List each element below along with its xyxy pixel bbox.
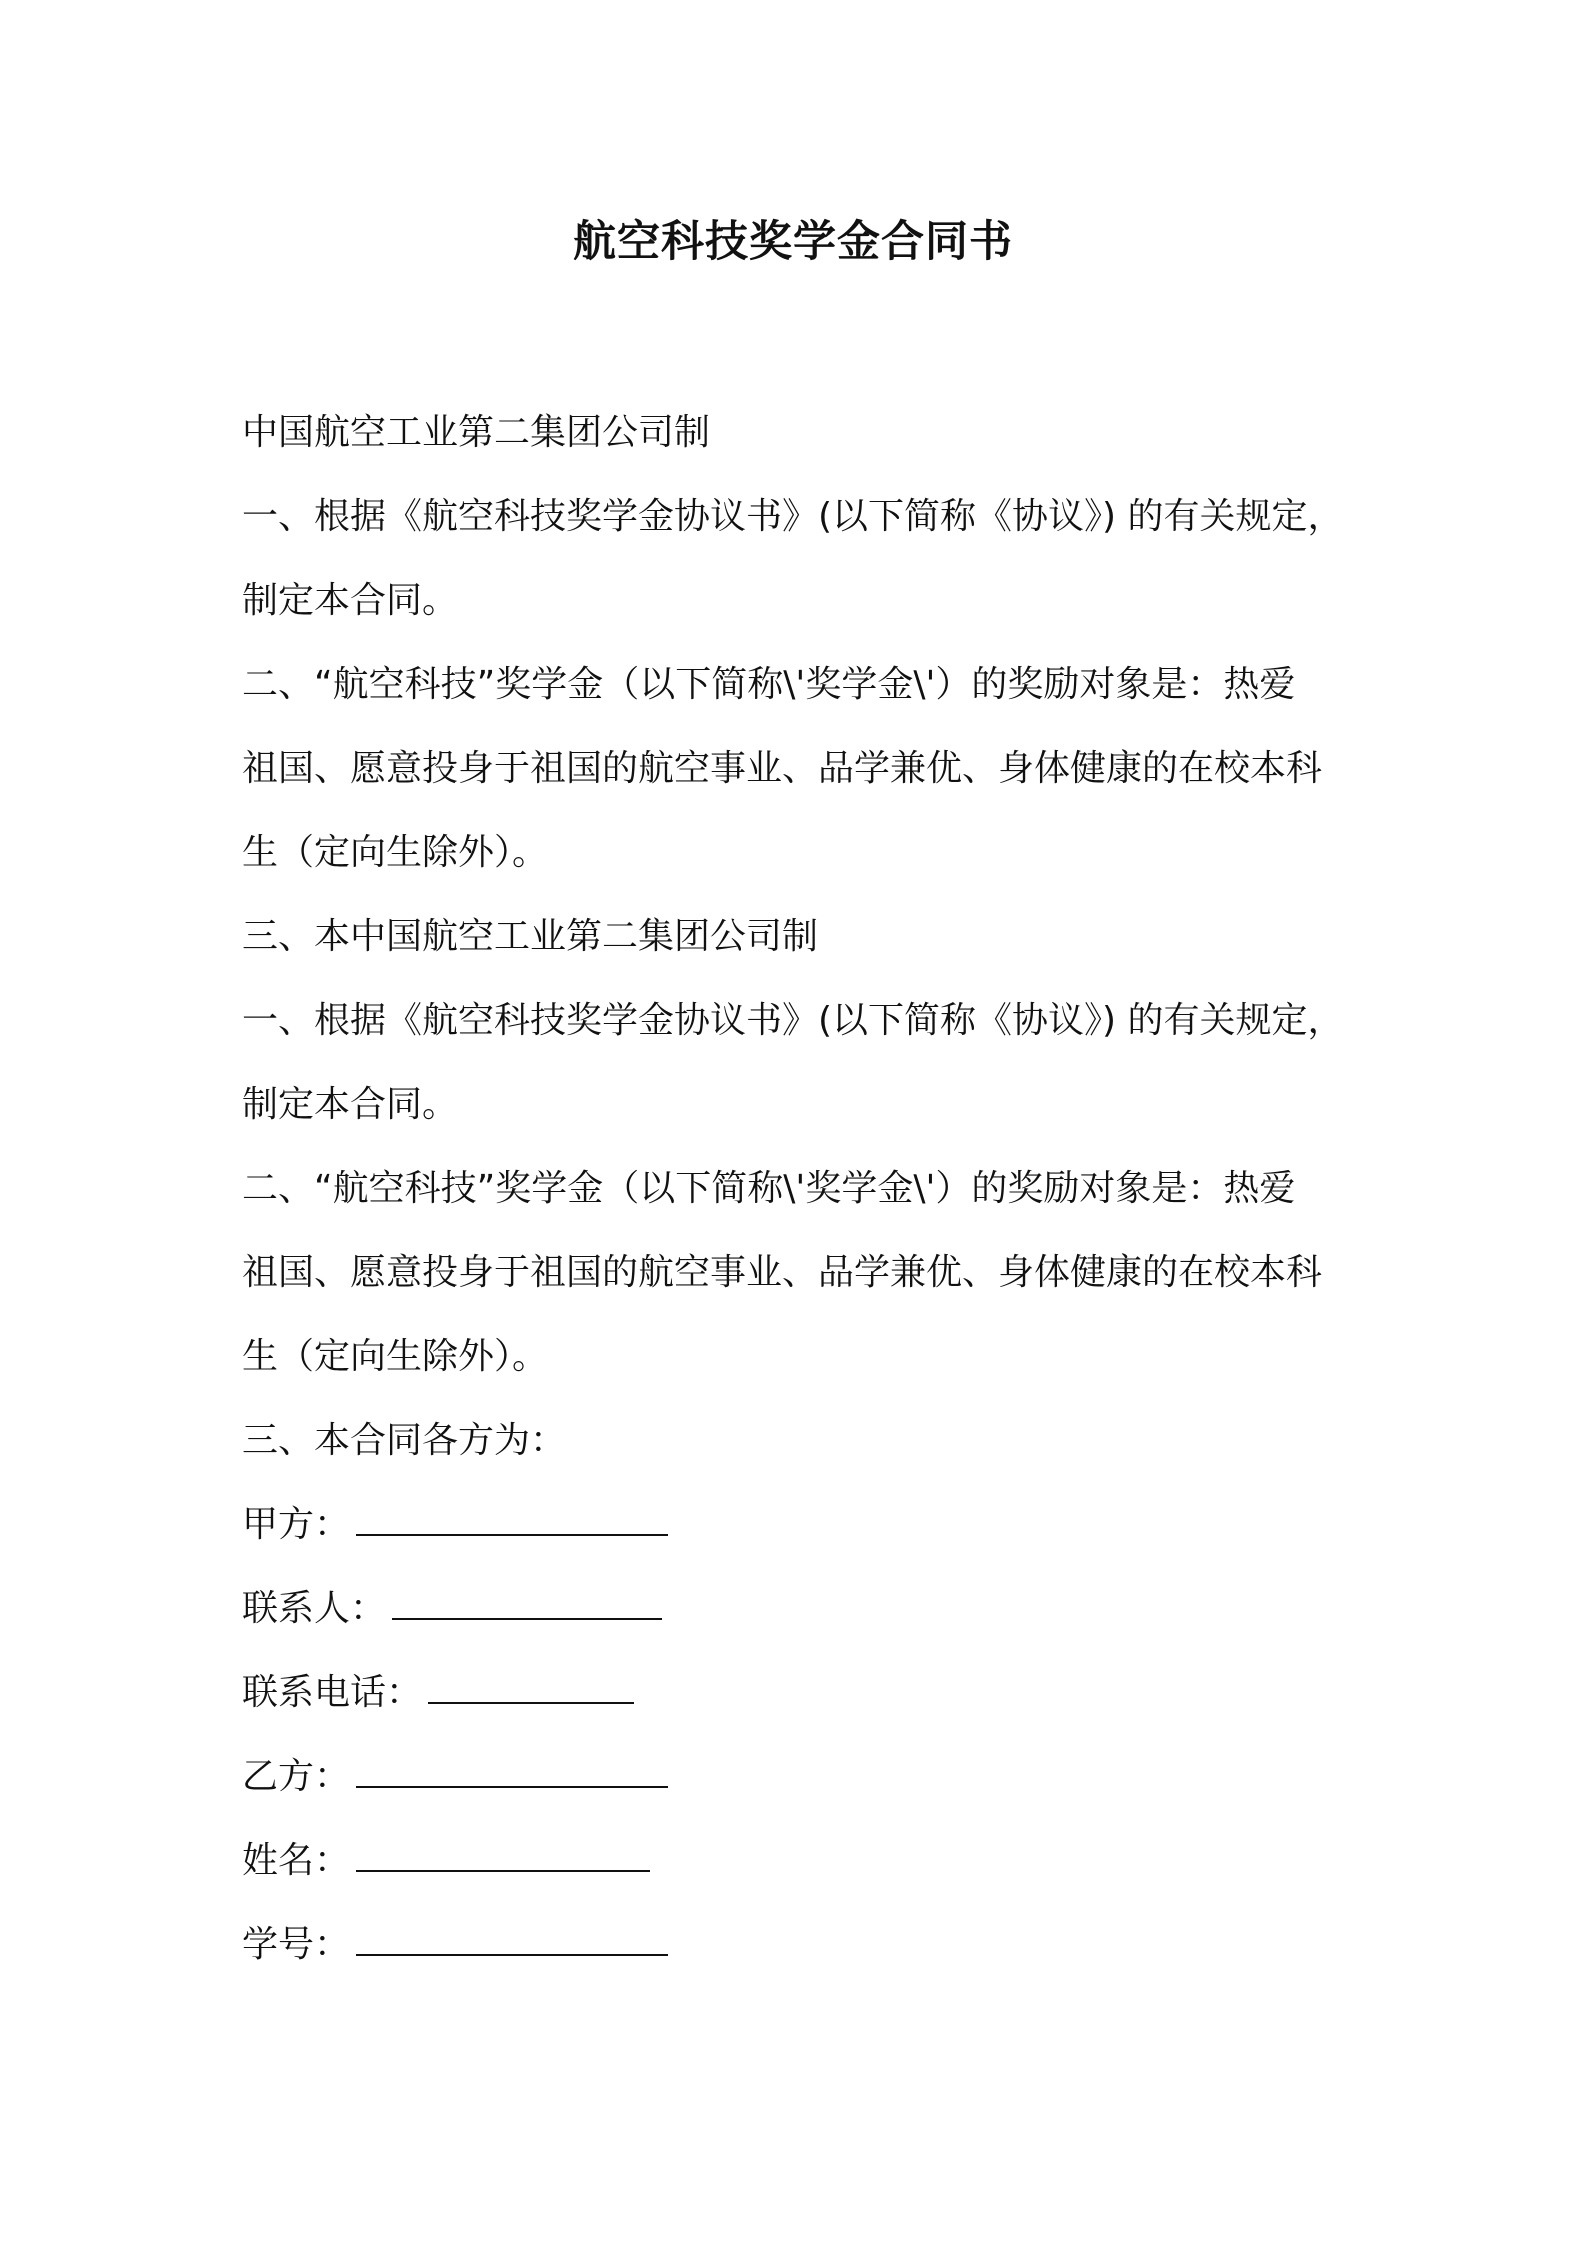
field-label: 乙方： [242,1756,351,1797]
body-line: 二、“航空科技”奖学金（以下简称\'奖学金\'）的奖励对象是：热爱 [242,1168,1296,1209]
field-label: 甲方： [242,1504,351,1545]
field-contact-person [242,1584,662,1634]
body-line: 制定本合同。 [242,580,459,621]
field-label: 联系电话： [242,1672,423,1713]
field-label: 联系人： [242,1588,387,1629]
fill-in-blank[interactable] [356,1842,650,1872]
body-line: 一、根据《航空科技奖学金协议书》(以下简称《协议》) 的有关规定， [242,1000,1344,1041]
field-contact-phone [242,1668,634,1718]
body-line: 生（定向生除外）。 [242,1336,549,1377]
field-student-id [242,1920,668,1970]
field-name [242,1836,650,1886]
body-line: 一、根据《航空科技奖学金协议书》(以下简称《协议》) 的有关规定， [242,496,1344,537]
fill-in-blank[interactable] [392,1590,662,1620]
body-line: 中国航空工业第二集团公司制 [242,412,711,453]
document-title: 航空科技奖学金合同书 [573,217,1013,267]
fill-in-blank[interactable] [356,1926,668,1956]
body-line: 三、本中国航空工业第二集团公司制 [242,916,819,957]
body-line: 祖国、愿意投身于祖国的航空事业、品学兼优、身体健康的在校本科 [242,1252,1323,1293]
body-line: 二、“航空科技”奖学金（以下简称\'奖学金\'）的奖励对象是：热爱 [242,664,1296,705]
fill-in-blank[interactable] [356,1506,668,1536]
field-label: 姓名： [242,1840,351,1881]
body-line: 制定本合同。 [242,1084,459,1125]
body-line: 生（定向生除外）。 [242,832,549,873]
fill-in-blank[interactable] [356,1758,668,1788]
fill-in-blank[interactable] [428,1674,634,1704]
field-party-a [242,1500,668,1550]
body-line: 祖国、愿意投身于祖国的航空事业、品学兼优、身体健康的在校本科 [242,748,1323,789]
field-party-b [242,1752,668,1802]
body-line: 三、本合同各方为： [242,1420,567,1461]
field-label: 学号： [242,1924,351,1965]
